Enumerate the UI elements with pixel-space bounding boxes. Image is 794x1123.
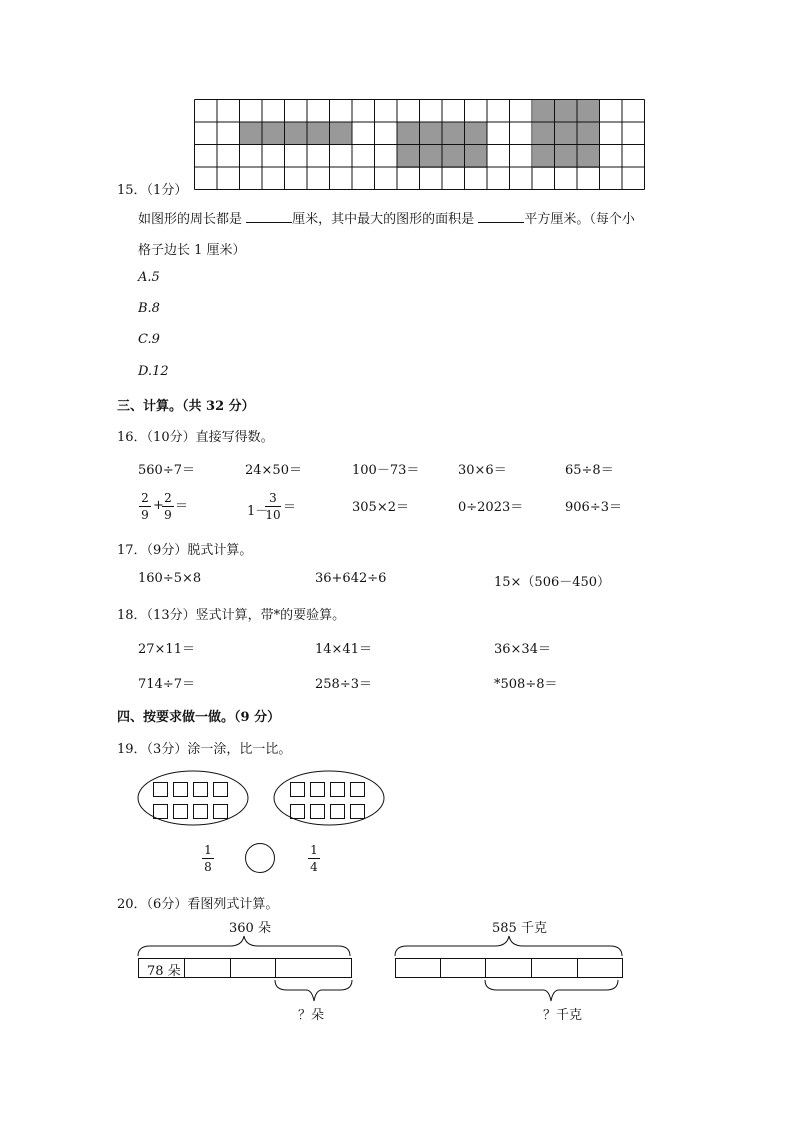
q15-question-line1 (138, 208, 635, 227)
answer-blank-area[interactable] (478, 210, 524, 223)
q18-item-2: 14×41＝ (315, 642, 372, 657)
right-bar-segment-1 (395, 958, 441, 978)
right-bar-segment-4 (531, 958, 578, 978)
q19-ovals (137, 770, 387, 830)
colorable-square[interactable] (350, 782, 365, 797)
q15-option-d[interactable]: D.12 (138, 364, 169, 379)
right-question-label: ？千克 (543, 1008, 583, 1023)
fraction-numerator: 3 (269, 491, 277, 505)
fraction-denominator: 8 (204, 860, 212, 874)
left-bar-segment-4 (275, 958, 352, 978)
answer-blank-perimeter[interactable] (246, 210, 292, 223)
colorable-square[interactable] (153, 804, 168, 819)
colorable-square[interactable] (290, 782, 305, 797)
equals-sign: ＝ (283, 500, 297, 515)
colorable-square[interactable] (310, 804, 325, 819)
right-bar-segment-5 (577, 958, 623, 978)
colorable-square[interactable] (330, 782, 345, 797)
left-question-label: ？朵 (298, 1008, 325, 1023)
colorable-square[interactable] (213, 804, 228, 819)
shape-square-3 (533, 99, 600, 168)
equals-sign: ＝ (175, 499, 189, 514)
section4-title: 四、按要求做一做。（9 分） (117, 710, 281, 725)
colorable-square[interactable] (173, 782, 188, 797)
q15-text-d: 格子边长 1 厘米） (138, 243, 246, 258)
q18-item-1: 27×11＝ (138, 642, 195, 657)
q20-number: 20．（6分）看图列式计算。 (117, 897, 279, 912)
fraction-numerator: 2 (164, 491, 172, 505)
colorable-square[interactable] (193, 782, 208, 797)
q15-option-c[interactable]: C.9 (138, 332, 160, 347)
fraction-denominator: 10 (265, 508, 281, 522)
fraction-2-9-b (162, 491, 174, 522)
colorable-square[interactable] (173, 804, 188, 819)
q15-number: 15．（1分） (117, 183, 188, 198)
q16-number: 16．（10分）直接写得数。 (117, 430, 274, 445)
fraction-denominator: 9 (141, 508, 149, 522)
q18-item-6: *508÷8＝ (494, 677, 558, 692)
q18-number: 18．（13分）竖式计算，带*的要验算。 (117, 608, 346, 623)
fraction-denominator: 9 (164, 508, 172, 522)
right-bottom-brace (480, 977, 630, 1005)
q16-item-10: 906÷3＝ (565, 500, 622, 515)
q15-text-c: 平方厘米。（每个小 (524, 212, 635, 227)
q16-item-4: 30×6＝ (458, 463, 507, 478)
q16-item-2: 24×50＝ (245, 463, 302, 478)
fraction-one-eighth (202, 843, 214, 874)
fraction-2-9-a (139, 491, 151, 522)
fraction-3-10 (265, 491, 281, 522)
colorable-square[interactable] (310, 782, 325, 797)
left-total-label: 360 朵 (229, 921, 271, 936)
left-bottom-brace (270, 977, 360, 1005)
left-bar-segment-1 (138, 958, 185, 978)
q17-item-2: 36+642÷6 (315, 571, 387, 586)
q19-number: 19．（3分）涂一涂，比一比。 (117, 742, 292, 757)
q17-item-1: 160÷5×8 (138, 571, 202, 586)
colorable-square[interactable] (350, 804, 365, 819)
q16-item-3: 100－73＝ (352, 463, 420, 478)
q17-number: 17．（9分）脱式计算。 (117, 543, 253, 558)
colorable-square[interactable] (290, 804, 305, 819)
colorable-square[interactable] (193, 804, 208, 819)
one-minus: 1－ (247, 504, 269, 519)
q16-item-8: 305×2＝ (352, 500, 409, 515)
q16-item-5: 65÷8＝ (565, 463, 614, 478)
q16-item-1: 560÷7＝ (138, 463, 195, 478)
grid-lines (195, 100, 645, 190)
shape-rectangle-1 (239, 122, 352, 145)
q15-text-a: 如图形的周长都是 (138, 212, 243, 227)
shape-grid (194, 99, 646, 191)
right-bar-segment-2 (440, 958, 486, 978)
fraction-numerator: 1 (204, 843, 212, 857)
q15-option-b[interactable]: B.8 (138, 301, 160, 316)
fraction-numerator: 2 (141, 491, 149, 505)
compare-circle[interactable] (245, 843, 275, 873)
fraction-one-fourth (308, 843, 320, 874)
colorable-square[interactable] (153, 782, 168, 797)
q18-item-4: 714÷7＝ (138, 677, 195, 692)
q17-item-3: 15×（506－450） (494, 575, 611, 590)
colorable-square[interactable] (213, 782, 228, 797)
right-bar-segment-3 (485, 958, 532, 978)
left-bar-segment-3 (230, 958, 276, 978)
q15-text-b: 厘米，其中最大的图形的面积是 (292, 212, 475, 227)
q18-item-3: 36×34＝ (494, 642, 551, 657)
left-first-label: 78 朵 (147, 964, 181, 979)
q18-item-5: 258÷3＝ (315, 677, 372, 692)
colorable-square[interactable] (330, 804, 345, 819)
section3-title: 三、计算。（共 32 分） (117, 399, 255, 414)
fraction-denominator: 4 (310, 860, 318, 874)
right-total-label: 585 千克 (492, 921, 547, 936)
left-bar-segment-2 (184, 958, 231, 978)
plus-sign: + (153, 498, 164, 513)
q15-option-a[interactable]: A.5 (138, 270, 160, 285)
fraction-numerator: 1 (310, 843, 318, 857)
q16-item-9: 0÷2023＝ (458, 500, 524, 515)
